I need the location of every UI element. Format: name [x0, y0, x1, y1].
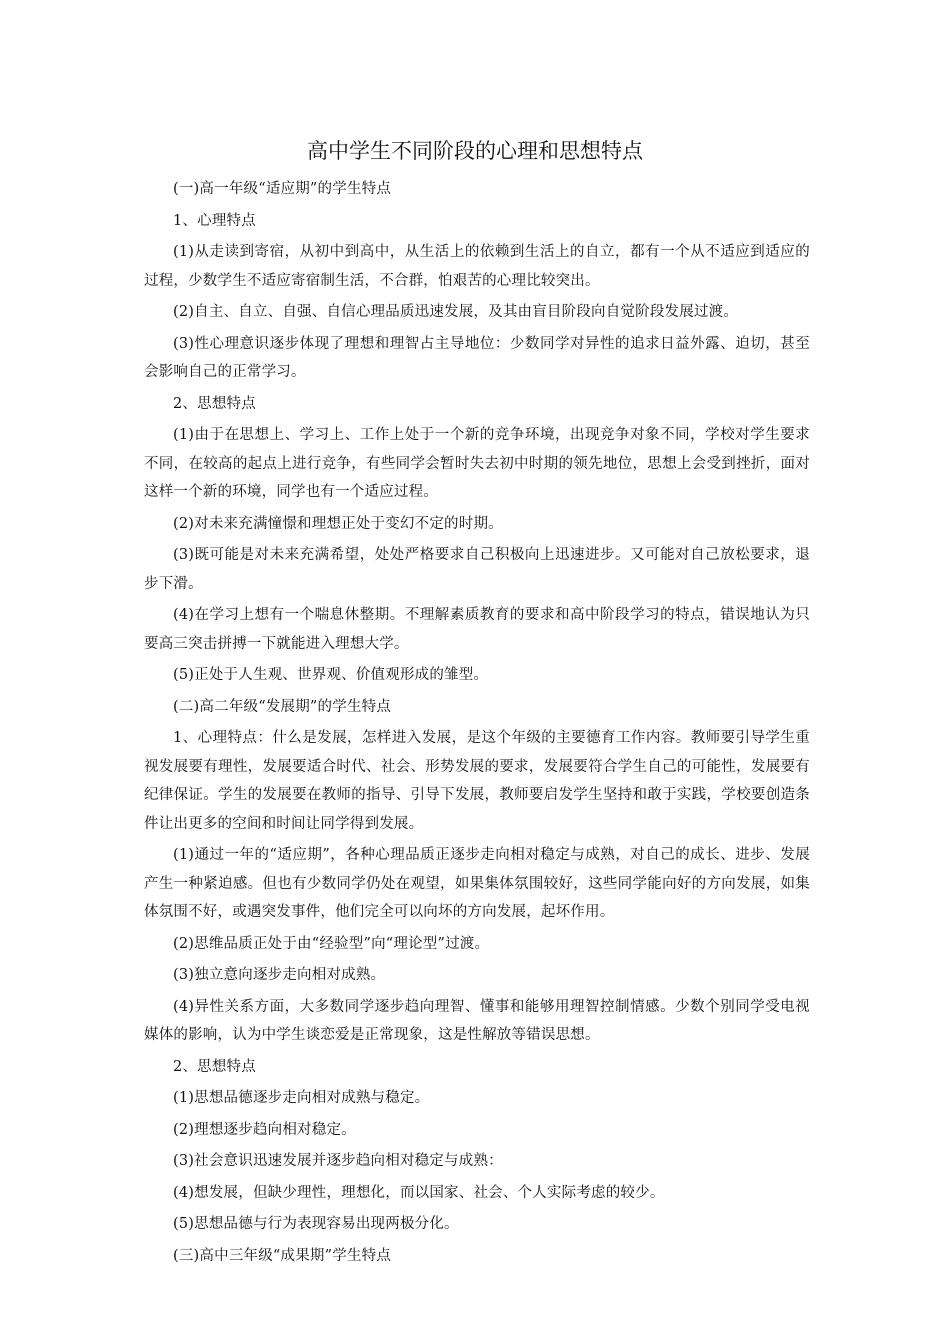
subsection-heading: 2、思想特点: [173, 395, 256, 412]
paragraph: (2)理想逐步趋向相对稳定。: [173, 1121, 356, 1138]
paragraph: (4)在学习上想有一个喘息休整期。不理解素质教育的要求和高中阶段学习的特点，错误地认为只要高三突击拼搏一下就能进入理想大学。: [144, 607, 810, 652]
paragraph: (2)自主、自立、自强、自信心理品质迅速发展，及其由盲目阶段向自觉阶段发展过渡。: [173, 304, 739, 320]
paragraph: (1)由于在思想上、学习上、工作上处于一个新的竞争环境，出现竞争对象不同，学校对学生要求不同，在较高的起点上进行竞争，有些同学会暂时失去初中时期的领先地位，思想上会受到挫折，面对这样一个新的环境，同学也有一个适应过程。: [144, 427, 810, 500]
section-heading: (二)高二年级“发展期”的学生特点: [173, 698, 392, 715]
paragraph: (5)正处于人生观、世界观、价值观形成的雏型。: [173, 667, 489, 683]
paragraph: (3)性心理意识逐步体现了理想和理智占主导地位：少数同学对异性的追求日益外露、迫切，甚至会影响自己的正常学习。: [144, 335, 810, 380]
subsection-heading: 2、思想特点: [173, 1058, 256, 1075]
paragraph: (2)思维品质正处于由“经验型”向“理论型”过渡。: [173, 935, 490, 952]
paragraph: (4)异性关系方面，大多数同学逐步趋向理智、懂事和能够用理智控制情感。少数个别同学受电视媒体的影响，认为中学生谈恋爱是正常现象，这是性解放等错误思想。: [144, 998, 810, 1043]
paragraph: (3)独立意向逐步走向相对成熟。: [173, 967, 386, 983]
paragraph: (1)思想品德逐步走向相对成熟与稳定。: [173, 1090, 430, 1106]
section-heading: (一)高一年级“适应期”的学生特点: [173, 181, 392, 197]
subsection-heading: 1、心理特点: [173, 212, 256, 229]
document-body: [144, 175, 810, 1273]
paragraph: (4)想发展，但缺少理性，理想化，而以国家、社会、个人实际考虑的较少。: [173, 1184, 665, 1201]
section-heading: (三)高中三年级“成果期”学生特点: [173, 1247, 392, 1264]
paragraph: (3)既可能是对未来充满希望，处处严格要求自己积极向上迅速进步。又可能对自己放松要求，退步下滑。: [144, 547, 810, 592]
paragraph: (2)对未来充满憧憬和理想正处于变幻不定的时期。: [173, 515, 503, 532]
paragraph: (1)从走读到寄宿，从初中到高中，从生活上的依赖到生活上的自立，都有一个从不适应到适应的过程，少数学生不适应寄宿制生活，不合群，怕艰苦的心理比较突出。: [144, 244, 810, 289]
paragraph: (3)社会意识迅速发展并逐步趋向相对稳定与成熟：: [173, 1153, 503, 1169]
document-title: 高中学生不同阶段的心理和思想特点: [307, 139, 643, 163]
paragraph: 1、心理特点：什么是发展，怎样进入发展，是这个年级的主要德育工作内容。教师要引导学生重视发展要有理性，发展要适合时代、社会、形势发展的要求，发展要符合学生自己的可能性，发展要有纪律保证。学生的发展要在教师的指导、引导下发展，教师要启发学生坚持和敢于实践，学校要创造条件让出更多的空间和时间让同学得到发展。: [144, 730, 810, 832]
paragraph: (5)思想品德与行为表现容易出现两极分化。: [173, 1216, 459, 1232]
paragraph: (1)通过一年的“适应期”，各种心理品质正逐步走向相对稳定与成熟，对自己的成长、进步、发展产生一种紧迫感。但也有少数同学仍处在观望，如果集体氛围较好，这些同学能向好的方向发展，如集体氛围不好，或遇突发事件，他们完全可以向坏的方向发展，起坏作用。: [144, 847, 810, 920]
